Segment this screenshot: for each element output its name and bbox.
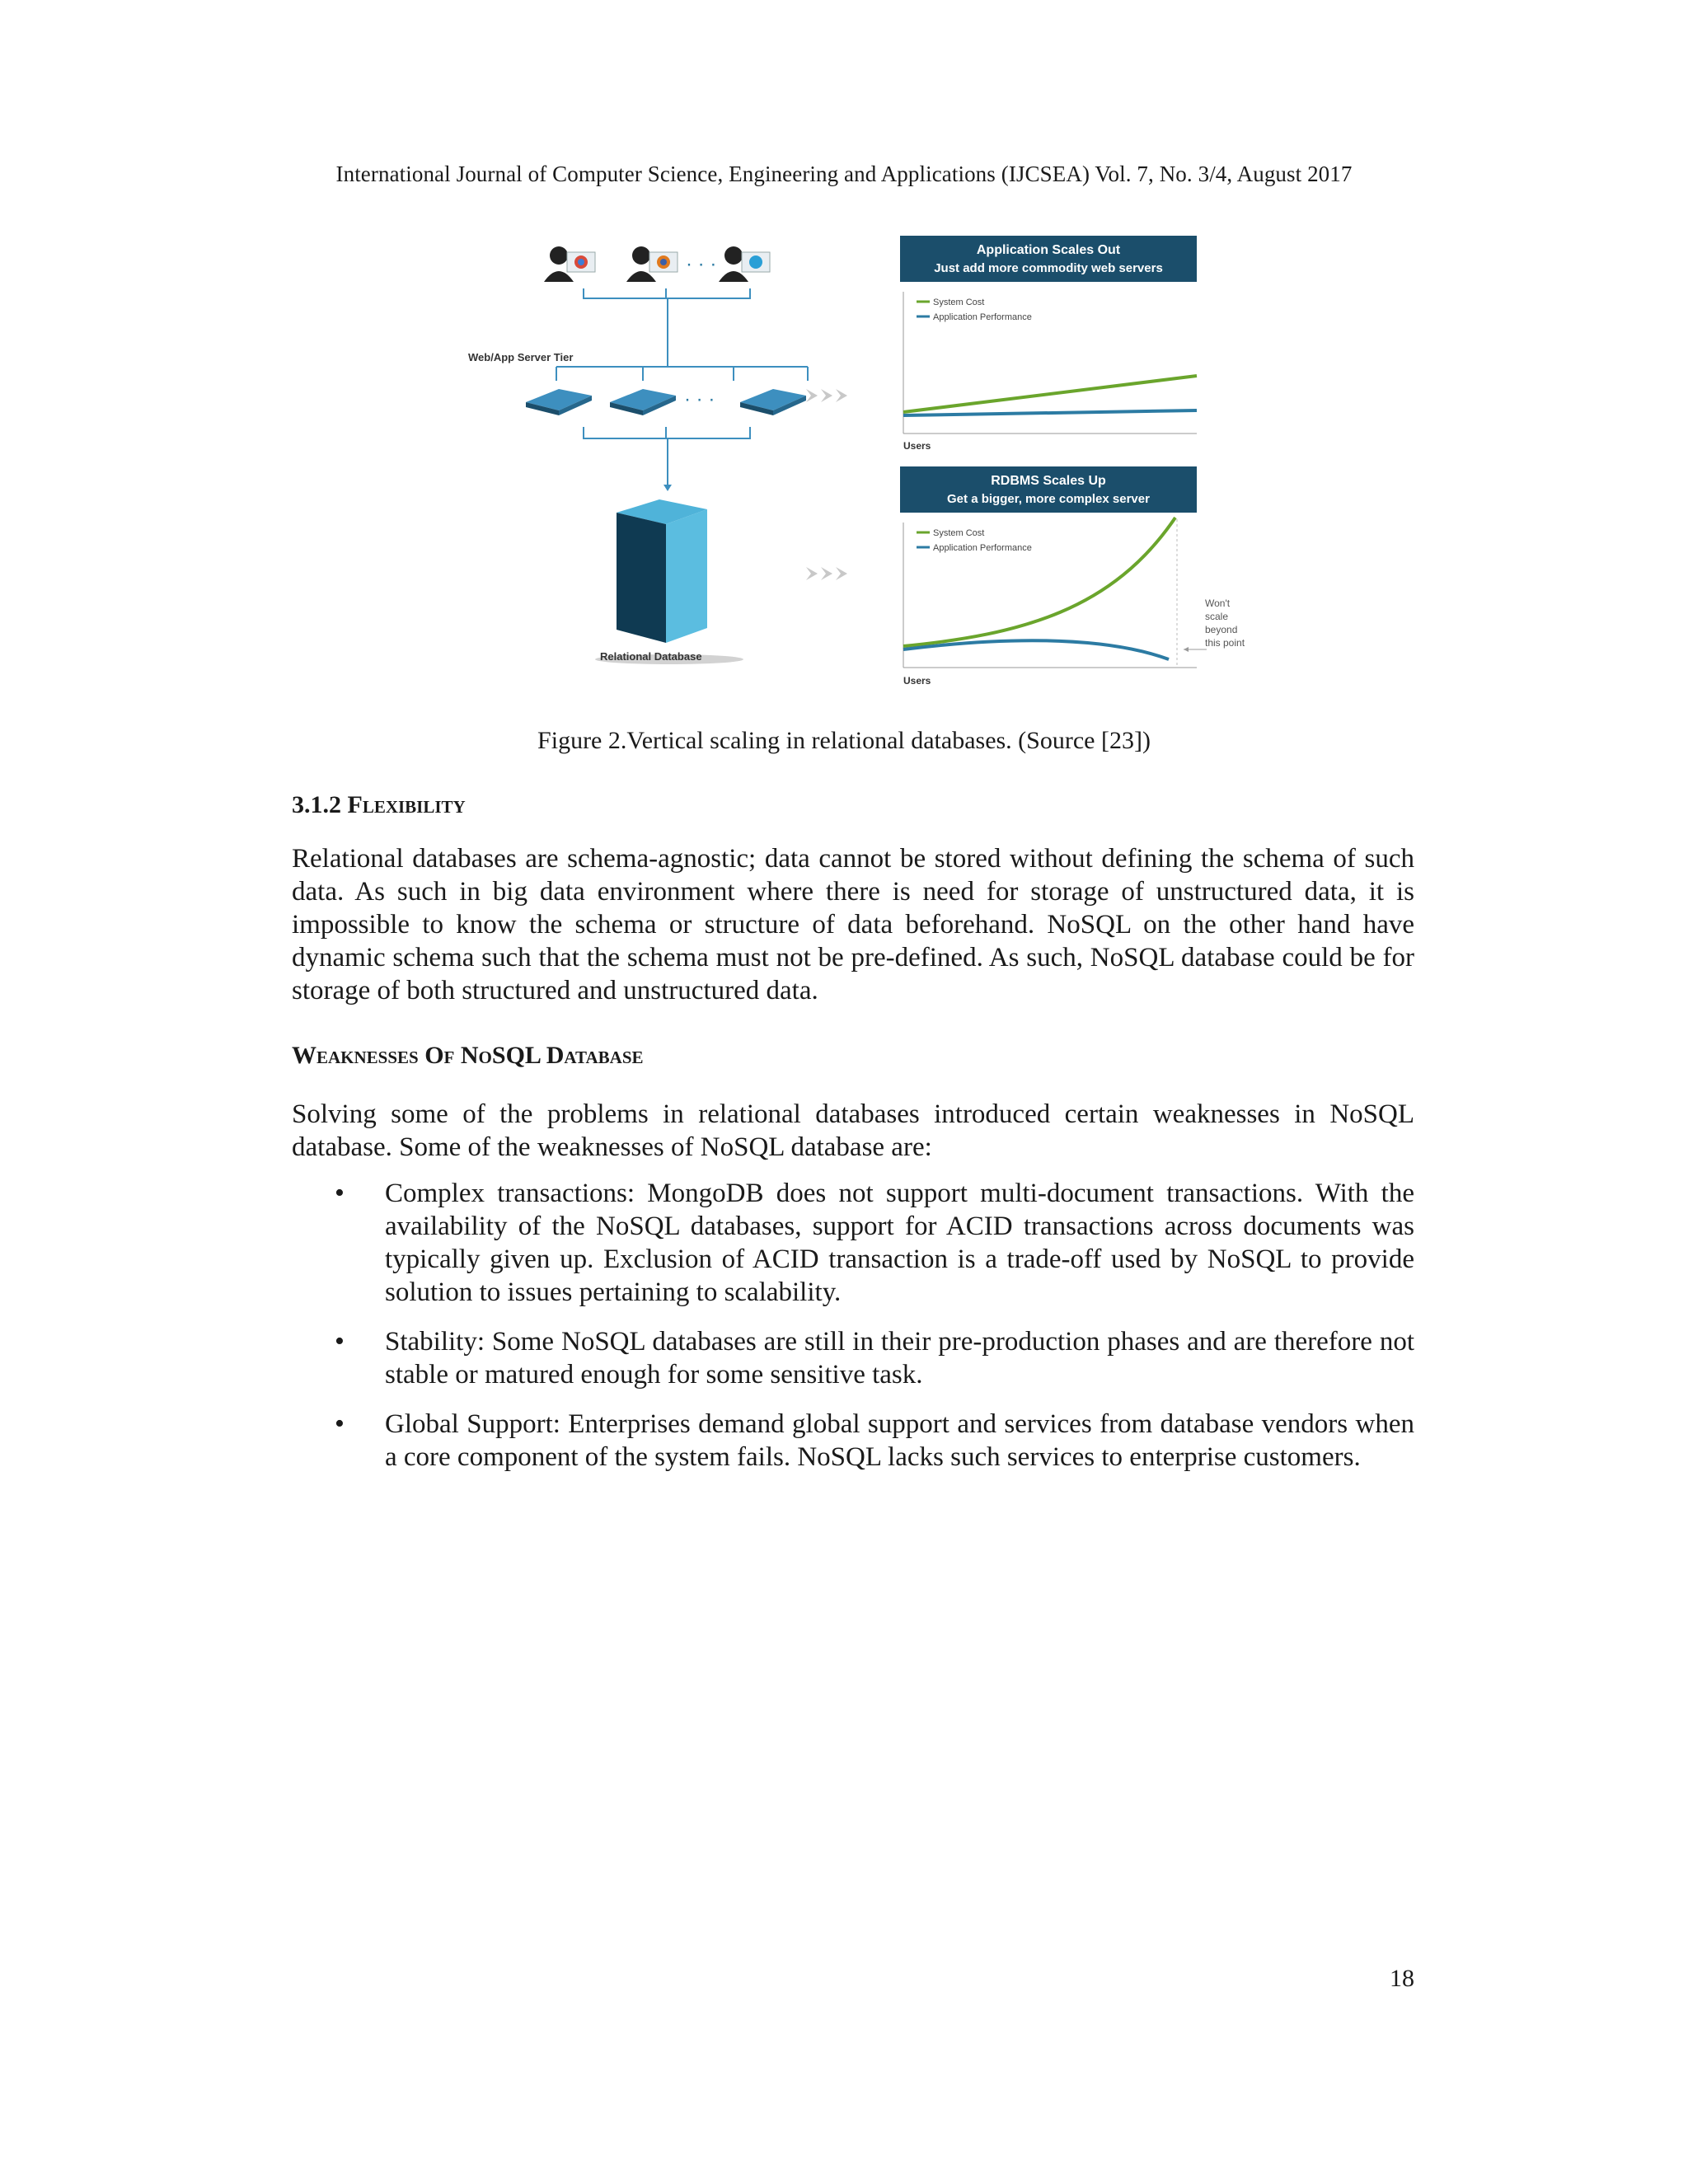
server-3-icon bbox=[740, 389, 806, 415]
database-cabinet-icon bbox=[595, 499, 743, 664]
label-web-tier: Web/App Server Tier bbox=[468, 351, 574, 363]
chart-top-cost-line bbox=[903, 376, 1197, 412]
user-1-icon bbox=[544, 246, 595, 282]
figure-vertical-scaling bbox=[462, 223, 1269, 701]
chart-scales-out bbox=[900, 236, 1197, 452]
list-item bbox=[292, 1325, 1414, 1391]
chart-top-perf-line bbox=[903, 410, 1197, 415]
figure-caption: Figure 2.Vertical scaling in relational databases. (Source [23]) bbox=[537, 727, 1151, 754]
chart-top-subtitle: Just add more commodity web servers bbox=[934, 261, 1163, 275]
arrows-top bbox=[806, 389, 847, 402]
user-2-icon bbox=[626, 246, 678, 282]
figure-svg bbox=[462, 223, 1269, 701]
user-3-icon bbox=[719, 246, 770, 282]
paragraph-weaknesses-intro: Solving some of the problems in relational databases introduced certain weaknesses in NoSQL database. Some of the weaknesses of NoSQL database are: bbox=[292, 1099, 1414, 1162]
chart-bottom-xlabel: Users bbox=[903, 675, 931, 687]
annotation-line-2: scale bbox=[1205, 611, 1229, 622]
section-heading-weaknesses: Weaknesses Of NoSQL Database bbox=[292, 1042, 644, 1069]
chart-bottom-perf-line bbox=[903, 640, 1169, 659]
annotation-line-3: beyond bbox=[1205, 624, 1238, 635]
bullet-icon: • bbox=[335, 1326, 345, 1357]
chart-top-xlabel: Users bbox=[903, 440, 931, 452]
chart-top-legend-cost: System Cost bbox=[933, 298, 985, 307]
list-item bbox=[292, 1408, 1414, 1474]
chart-bottom-legend-cost: System Cost bbox=[933, 528, 985, 538]
chart-top-legend-perf: Application Performance bbox=[933, 312, 1032, 322]
server-1-icon bbox=[526, 389, 592, 415]
annotation-line-4: this point bbox=[1205, 637, 1245, 649]
list-item-text: Complex transactions: MongoDB does not support multi-document transactions. With the availability of the NoSQL databases, support for ACID transactions across documents was typically given up. Exclusion of ACID transaction is a trade-off used by NoSQL to provide solution to issues pertaining to scalability. bbox=[385, 1179, 1414, 1307]
users-ellipsis: · · · bbox=[686, 253, 717, 275]
section-number: 3.1.2 bbox=[292, 791, 348, 818]
label-database: Relational Database bbox=[600, 650, 702, 663]
list-item bbox=[292, 1177, 1414, 1309]
list-item-text: Stability: Some NoSQL databases are still in their pre-production phases and are therefore not stable or matured enough for some sensitive task. bbox=[385, 1327, 1414, 1390]
list-item-text: Global Support: Enterprises demand global support and services from database vendors when a core component of the system fails. NoSQL lacks such services to enterprise customers. bbox=[385, 1409, 1414, 1472]
section-title: Flexibility bbox=[347, 791, 466, 818]
bullet-icon: • bbox=[335, 1408, 345, 1439]
chart-scales-up bbox=[900, 466, 1245, 687]
arrows-bottom bbox=[806, 567, 847, 580]
page-number: 18 bbox=[1390, 1965, 1414, 1992]
weaknesses-list bbox=[292, 1177, 1414, 1490]
connector-db bbox=[584, 427, 750, 488]
running-header: International Journal of Computer Science, Engineering and Applications (IJCSEA) Vol. 7, No. 3/4, August 2017 bbox=[335, 162, 1353, 186]
servers-ellipsis: · · · bbox=[684, 388, 715, 410]
connector-users bbox=[556, 288, 808, 381]
chart-bottom-title: RDBMS Scales Up bbox=[991, 474, 1106, 488]
bullet-icon: • bbox=[335, 1178, 345, 1208]
section-heading-flexibility bbox=[292, 791, 1414, 819]
chart-bottom-legend-perf: Application Performance bbox=[933, 543, 1032, 553]
annotation-line-1: Won't bbox=[1205, 598, 1231, 609]
chart-bottom-subtitle: Get a bigger, more complex server bbox=[947, 492, 1150, 506]
chart-top-title: Application Scales Out bbox=[976, 243, 1121, 257]
paragraph-flexibility: Relational databases are schema-agnostic; data cannot be stored without defining the schema of such data. As such in big data environment where there is need for storage of unstructured data, it is impossible to know the schema or structure of data beforehand. NoSQL on the other hand have dynamic schema such that the schema must not be pre-defined. As such, NoSQL database could be for storage of both structured and unstructured data. bbox=[292, 844, 1414, 1005]
server-2-icon bbox=[610, 389, 676, 415]
